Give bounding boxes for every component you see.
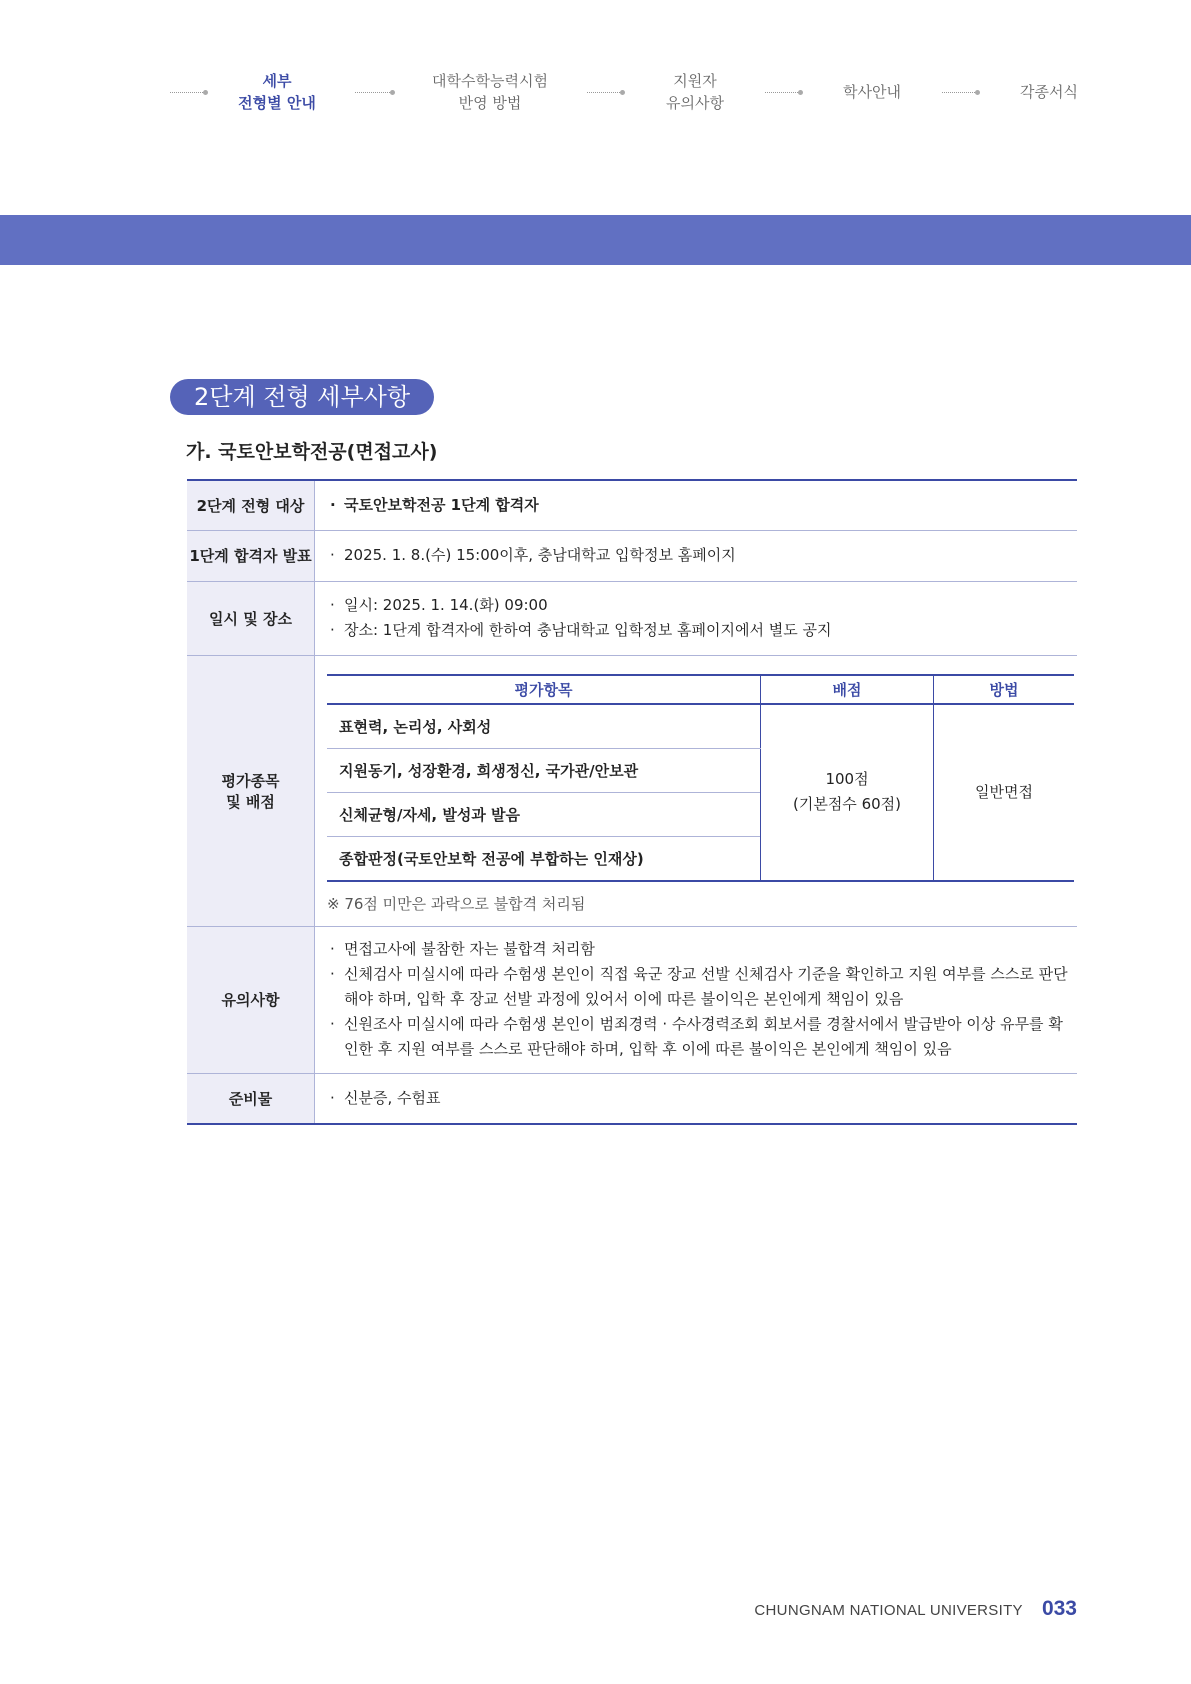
row-value: [315, 1073, 1078, 1124]
table-row: [187, 530, 1077, 581]
header-band: [0, 215, 1191, 265]
bullet-text: · 신분증, 수험표: [328, 1086, 1077, 1111]
nav-item-label-1: 지원자: [673, 72, 717, 90]
row-value: [315, 530, 1078, 581]
bullet-text: · 신체검사 미실시에 따라 수험생 본인이 직접 육군 장교 선발 신체검사 기준을 확인하고 지원 여부를 스스로 판단해야 하며, 입학 후 장교 선발 과정에 있어서 이에 따른 불이익은 본인에게 책임이 있음: [328, 962, 1069, 1012]
score-value: 100점: [825, 770, 869, 788]
table-row: [187, 926, 1077, 1073]
nav-item-label-1: 대학수학능력시험: [432, 72, 548, 90]
nav-connector: [587, 92, 622, 93]
evaluation-row: [327, 704, 1074, 749]
nav-connector: [170, 92, 205, 93]
nav-item-applicant-notes[interactable]: [666, 70, 724, 114]
nav-item-label-1: 세부: [262, 72, 292, 90]
score-base: (기본점수 60점): [792, 795, 901, 813]
nav-item-label-2: 전형별 안내: [238, 94, 316, 112]
page-number: 033: [1041, 1597, 1077, 1620]
nav-item-detail-admission[interactable]: [238, 70, 316, 114]
admission-detail-table: [187, 479, 1077, 1125]
row-label-line: 및 배점: [226, 792, 275, 811]
row-label: 2단계 전형 대상: [187, 480, 315, 530]
row-label: 유의사항: [187, 926, 315, 1073]
score-cell: [761, 704, 934, 881]
row-label: 준비물: [187, 1073, 315, 1124]
column-header: 방법: [934, 675, 1075, 704]
row-label: 일시 및 장소: [187, 581, 315, 655]
table-row: [187, 581, 1077, 655]
bullet-text: · 국토안보학전공 1단계 합격자: [328, 493, 1077, 518]
evaluation-item: 지원동기, 성장환경, 희생정신, 국가관/안보관: [327, 748, 761, 792]
nav-item-label-2: 반영 방법: [458, 94, 522, 112]
method-cell: 일반면접: [934, 704, 1075, 881]
evaluation-item: 표현력, 논리성, 사회성: [327, 704, 761, 749]
evaluation-item: 종합판정(국토안보학 전공에 부합하는 인재상): [339, 849, 644, 868]
university-name: CHUNGNAM NATIONAL UNIVERSITY: [754, 1602, 1023, 1619]
fail-note: ※ 76점 미만은 과락으로 불합격 처리됨: [327, 894, 586, 913]
table-row: [187, 655, 1077, 926]
nav-connector: [355, 92, 392, 93]
column-header: 평가항목: [327, 675, 761, 704]
bullet-text: · 장소: 1단계 합격자에 한하여 충남대학교 입학정보 홈페이지에서 별도 공지: [328, 618, 1077, 643]
bullet-text: · 면접고사에 불참한 자는 불합격 처리함: [328, 937, 1069, 962]
nav-item-label-2: 유의사항: [666, 94, 724, 112]
row-value: [315, 480, 1078, 530]
row-value: [315, 581, 1078, 655]
nav-item-academic-info[interactable]: [843, 81, 901, 103]
nav-connector: [765, 92, 800, 93]
row-label: [187, 655, 315, 926]
evaluation-item: 신체균형/자세, 발성과 발음: [327, 792, 761, 836]
evaluation-table: [327, 674, 1074, 882]
nav-item-label-1: 학사안내: [843, 83, 901, 101]
table-row: [187, 1073, 1077, 1124]
row-value: [315, 655, 1078, 926]
top-navigation: [0, 70, 1191, 130]
row-label: 1단계 합격자 발표: [187, 530, 315, 581]
nav-connector: [942, 92, 977, 93]
nav-item-label-1: 각종서식: [1020, 83, 1078, 101]
table-row: [187, 480, 1077, 530]
bullet-text: · 신원조사 미실시에 따라 수험생 본인이 범죄경력 · 수사경력조회 회보서를 경찰서에서 발급받아 이상 유무를 확인한 후 지원 여부를 스스로 판단해야 하며, 입학 후 이에 따른 불이익은 본인에게 책임이 있음: [328, 1012, 1069, 1062]
nav-item-csat[interactable]: [432, 70, 548, 114]
bullet-text: · 일시: 2025. 1. 14.(화) 09:00: [328, 593, 1077, 618]
row-label-line: 평가종목: [221, 771, 280, 790]
nav-item-forms[interactable]: [1020, 81, 1078, 103]
section-title: 2단계 전형 세부사항: [170, 379, 434, 415]
column-header: 배점: [761, 675, 934, 704]
bullet-text: · 2025. 1. 8.(수) 15:00이후, 충남대학교 입학정보 홈페이지: [328, 543, 1077, 568]
page-footer: [754, 1597, 1077, 1621]
subsection-title: 가. 국토안보학전공(면접고사): [186, 441, 438, 463]
row-value: [315, 926, 1078, 1073]
